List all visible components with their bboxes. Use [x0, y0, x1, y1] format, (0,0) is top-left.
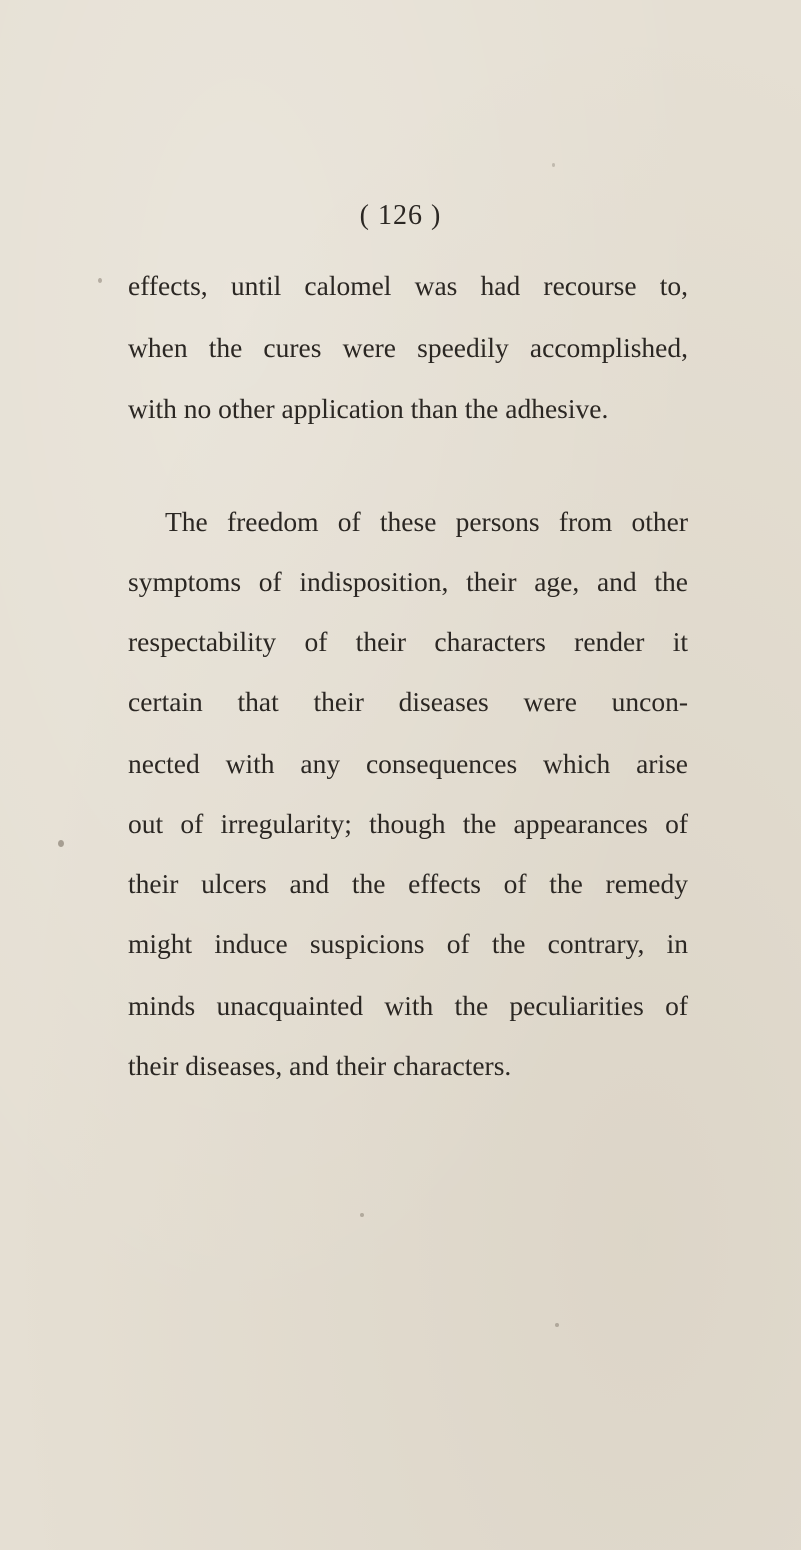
text-line: when the cures were speedily accomplished, — [128, 332, 688, 363]
paper-speck — [360, 1213, 364, 1217]
text-line: minds unacquainted with the peculiarities of — [128, 990, 688, 1021]
page-number: ( 126 ) — [359, 200, 442, 231]
text-line: The freedom of these persons from other — [165, 506, 688, 537]
text-line: their diseases, and their characters. — [128, 1050, 512, 1081]
text-line: respectability of their characters render it — [128, 626, 688, 657]
text-line: symptoms of indisposition, their age, and the — [128, 566, 688, 597]
text-line: their ulcers and the effects of the remedy — [128, 868, 688, 899]
paper-speck — [58, 840, 64, 847]
paper-speck — [552, 163, 555, 167]
text-line: effects, until calomel was had recourse to, — [128, 270, 688, 301]
text-line: certain that their diseases were uncon- — [128, 686, 688, 717]
paper-speck — [98, 278, 102, 283]
text-line: with no other application than the adhesive. — [128, 393, 609, 424]
text-line: might induce suspicions of the contrary, in — [128, 928, 688, 959]
text-line: nected with any consequences which arise — [128, 748, 688, 779]
text-line: out of irregularity; though the appearances of — [128, 808, 688, 839]
paper-speck — [555, 1323, 559, 1327]
